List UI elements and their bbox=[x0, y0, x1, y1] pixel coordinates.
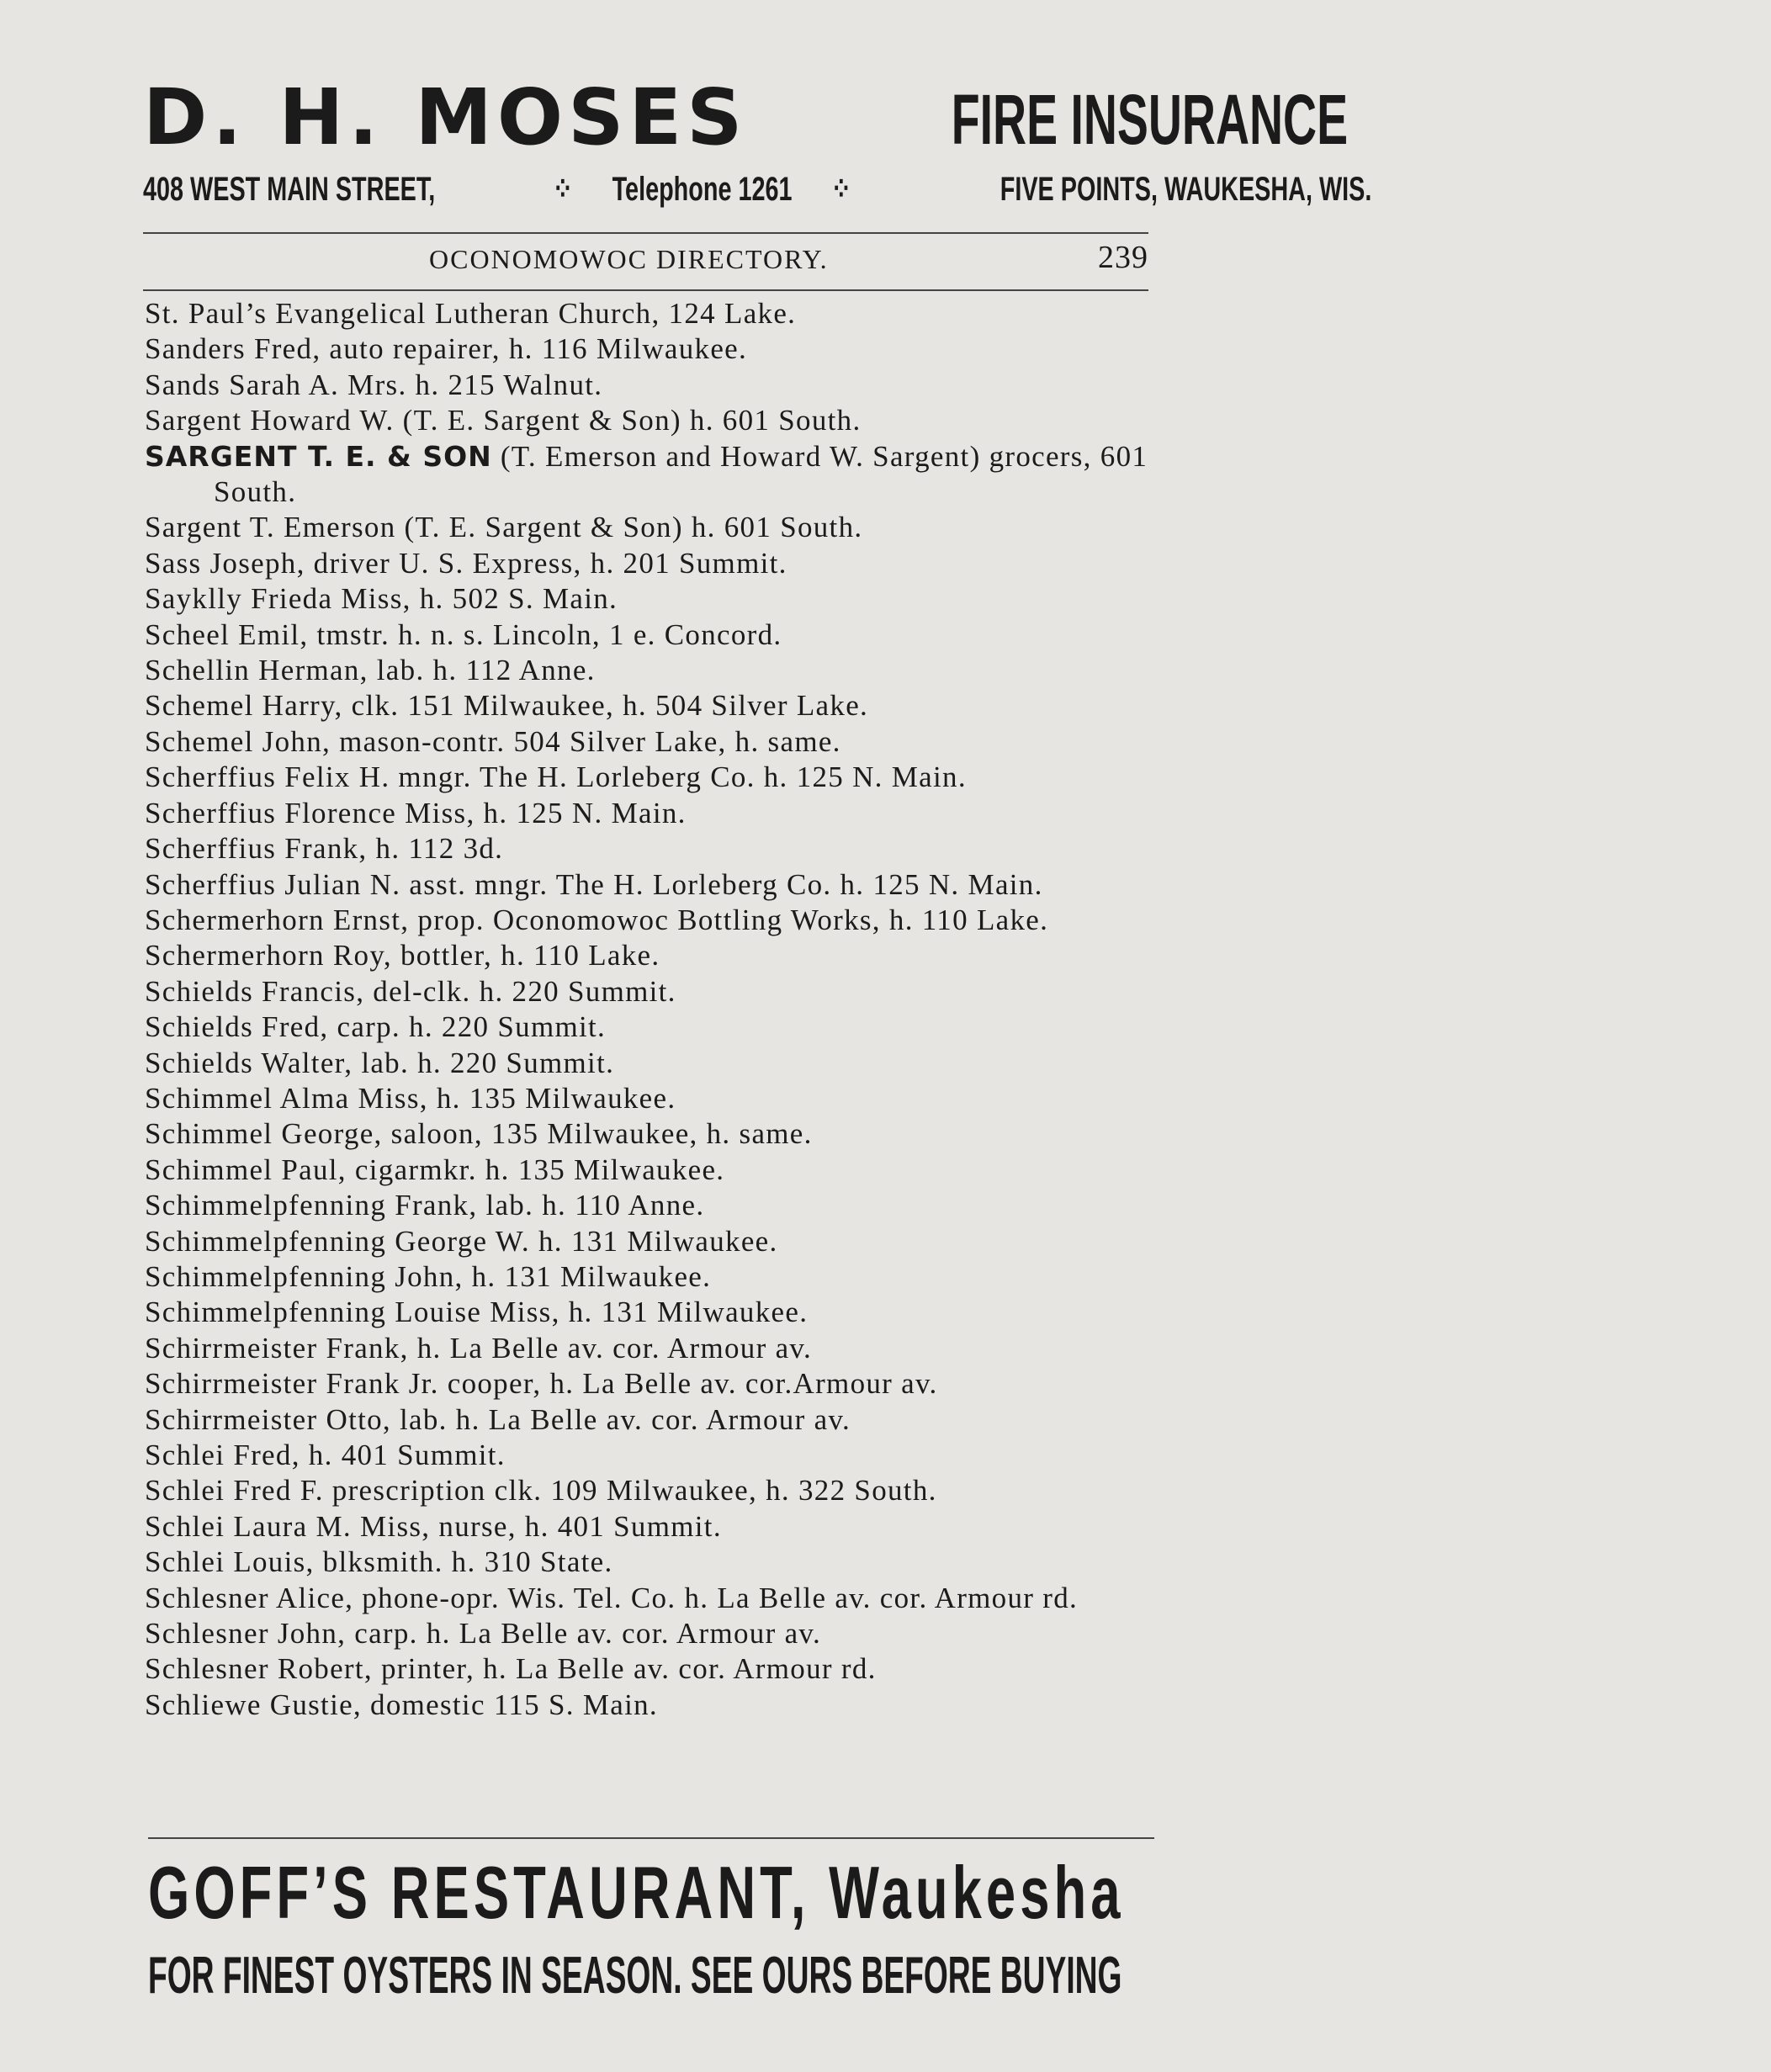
list-item: Schellin Herman, lab. h. 112 Anne. bbox=[145, 654, 596, 687]
list-item: Schimmelpfenning George W. h. 131 Milwaukee. bbox=[145, 1224, 778, 1258]
moses-telephone: Telephone 1261 bbox=[612, 171, 793, 208]
separator-glyph: ⁘ bbox=[830, 171, 851, 208]
list-item: Schimmel Paul, cigarmkr. h. 135 Milwaukee. bbox=[145, 1153, 725, 1186]
moses-address: 408 WEST MAIN STREET, bbox=[143, 171, 436, 208]
list-item: Schimmelpfenning John, h. 131 Milwaukee. bbox=[145, 1259, 712, 1293]
footer-rule bbox=[148, 1837, 1154, 1839]
page-number: 239 bbox=[1098, 240, 1148, 275]
running-head bbox=[143, 239, 1148, 281]
list-item: Schields Fred, carp. h. 220 Summit. bbox=[145, 1010, 607, 1044]
list-item: Scheel Emil, tmstr. h. n. s. Lincoln, 1 e. Concord. bbox=[145, 617, 782, 651]
list-item: Sanders Fred, auto repairer, h. 116 Milwaukee. bbox=[145, 332, 748, 366]
list-item: Scherffius Felix H. mngr. The H. Lorleberg Co. h. 125 N. Main. bbox=[145, 760, 967, 794]
list-item: Scherffius Florence Miss, h. 125 N. Main. bbox=[145, 796, 687, 829]
list-item: Schimmelpfenning Frank, lab. h. 110 Anne. bbox=[145, 1189, 705, 1222]
list-item: Sargent Howard W. (T. E. Sargent & Son) h. 601 South. bbox=[145, 404, 862, 437]
goffs-advertisement bbox=[148, 1851, 1154, 2006]
list-item: Schlei Laura M. Miss, nurse, h. 401 Summit. bbox=[145, 1509, 722, 1543]
list-item: Schlei Louis, blksmith. h. 310 State. bbox=[145, 1545, 613, 1579]
list-item: Schlesner Robert, printer, h. La Belle av. cor. Armour rd. bbox=[145, 1652, 877, 1686]
list-item: Schermerhorn Roy, bottler, h. 110 Lake. bbox=[145, 939, 660, 972]
list-item: Schimmelpfenning Louise Miss, h. 131 Milwaukee. bbox=[145, 1296, 809, 1329]
list-item: Schemel John, mason-contr. 504 Silver Lake, h. same. bbox=[145, 724, 841, 758]
list-item: Sands Sarah A. Mrs. h. 215 Walnut. bbox=[145, 368, 603, 401]
list-item: Schermerhorn Ernst, prop. Oconomowoc Bottling Works, h. 110 Lake. bbox=[145, 903, 1049, 936]
moses-ad-heading bbox=[143, 72, 1349, 162]
list-item: St. Paul’s Evangelical Lutheran Church, 124 Lake. bbox=[145, 297, 797, 330]
header-top-rule bbox=[143, 232, 1148, 234]
list-item: Schlesner John, carp. h. La Belle av. cor. Armour av. bbox=[145, 1617, 822, 1651]
header-bottom-rule bbox=[143, 289, 1148, 291]
list-item: Schirrmeister Frank Jr. cooper, h. La Belle av. cor.Armour av. bbox=[145, 1367, 938, 1401]
list-item: Schirrmeister Frank, h. La Belle av. cor. Armour av. bbox=[145, 1331, 812, 1365]
fire-insurance-label: FIRE INSURANCE bbox=[952, 80, 1349, 159]
list-item: Sargent T. Emerson (T. E. Sargent & Son) h. 601 South. bbox=[145, 511, 863, 544]
list-item: Scherffius Julian N. asst. mngr. The H. Lorleberg Co. h. 125 N. Main. bbox=[145, 867, 1043, 901]
business-name: SARGENT T. E. & SON bbox=[145, 439, 492, 473]
list-item: Sass Joseph, driver U. S. Express, h. 201 Summit. bbox=[145, 546, 787, 580]
business-details: (T. Emerson and Howard W. Sargent) grocers, 601 South. bbox=[214, 439, 1148, 509]
list-item: Schlei Fred, h. 401 Summit. bbox=[145, 1439, 506, 1471]
running-title: OCONOMOWOC DIRECTORY. bbox=[429, 244, 829, 274]
directory-entries bbox=[145, 296, 1154, 1723]
separator-glyph: ⁘ bbox=[553, 171, 574, 208]
list-item: Sayklly Frieda Miss, h. 502 S. Main. bbox=[145, 582, 618, 616]
list-item: Schimmel Alma Miss, h. 135 Milwaukee. bbox=[145, 1081, 676, 1115]
oysters-tagline: FOR FINEST OYSTERS IN SEASON. SEE OURS BEFORE BUYING bbox=[148, 1947, 1122, 2005]
list-item: Scherffius Frank, h. 112 3d. bbox=[145, 832, 504, 866]
list-item: Schlesner Alice, phone-opr. Wis. Tel. Co. h. La Belle av. cor. Armour rd. bbox=[145, 1581, 1079, 1614]
moses-advertisement bbox=[143, 72, 1371, 210]
list-item: Schliewe Gustie, domestic 115 S. Main. bbox=[145, 1688, 658, 1721]
list-item: Schirrmeister Otto, lab. h. La Belle av. cor. Armour av. bbox=[145, 1402, 851, 1436]
list-item: Schlei Fred F. prescription clk. 109 Milwaukee, h. 322 South. bbox=[145, 1474, 937, 1508]
goffs-restaurant-heading: GOFF’S RESTAURANT, Waukesha bbox=[148, 1851, 1125, 1934]
list-item: Schields Francis, del-clk. h. 220 Summit. bbox=[145, 974, 676, 1008]
moses-location: FIVE POINTS, WAUKESHA, WIS. bbox=[1000, 171, 1371, 208]
list-item: Schemel Harry, clk. 151 Milwaukee, h. 504 Silver Lake. bbox=[145, 689, 869, 723]
list-item-business bbox=[145, 439, 1154, 511]
list-item: Schields Walter, lab. h. 220 Summit. bbox=[145, 1046, 615, 1079]
moses-name: D. H. MOSES bbox=[143, 72, 748, 162]
moses-ad-address-line bbox=[143, 168, 1371, 210]
list-item: Schimmel George, saloon, 135 Milwaukee, h. same. bbox=[145, 1117, 813, 1151]
